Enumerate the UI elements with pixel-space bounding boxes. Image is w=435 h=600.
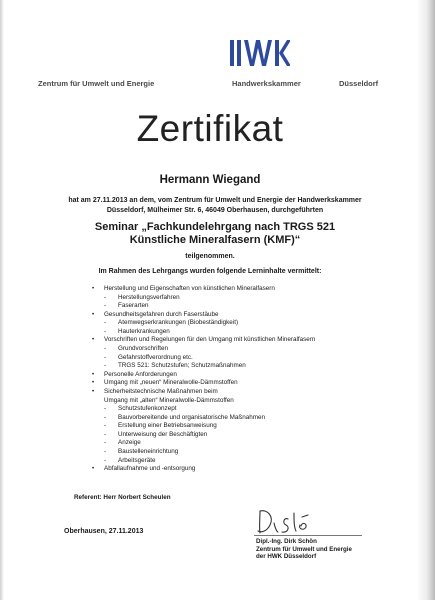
seminar-line: Seminar „Fachkundelehrgang nach TRGS 521 xyxy=(94,221,336,233)
topic-text: Vorschriften und Regelungen für den Umgang mit künstlichen Mineralfasern xyxy=(104,336,316,344)
subtopic-text: Faserarten xyxy=(118,302,149,310)
intro-text xyxy=(40,196,390,216)
dash-marker: - xyxy=(104,430,107,438)
header-city: Düsseldorf xyxy=(339,79,379,88)
subtopic-item xyxy=(92,448,392,457)
subtopic-item xyxy=(92,328,392,337)
subtopic-item xyxy=(92,294,392,303)
dash-marker: - xyxy=(104,293,107,301)
dash-marker: - xyxy=(104,302,107,310)
certificate-title: Zertifikat xyxy=(136,108,284,149)
seminar-title xyxy=(30,221,400,247)
bullet-icon: • xyxy=(92,466,95,473)
dash-marker: - xyxy=(104,456,107,464)
signer-org: Zentrum für Umwelt und Energie xyxy=(256,545,352,553)
topic-text: Sicherheitstechnische Maßnahmen beim xyxy=(104,387,218,395)
bullet-icon: • xyxy=(92,286,95,292)
topic-item xyxy=(92,388,392,397)
topic-text: Herstellung und Eigenschaften von künstlichen Mineralfasern xyxy=(104,285,275,292)
topic-text: Umgang mit „neuen“ Mineralwolle-Dämmstoffen xyxy=(104,379,238,387)
subtopic-item xyxy=(92,362,392,371)
topic-text: Abfallaufnahme und -entsorgung xyxy=(104,465,196,473)
scan-edge-right xyxy=(417,0,435,600)
scan-edge-left xyxy=(0,0,4,600)
subtopic-text: Grundvorschriften xyxy=(118,345,169,353)
signer-block xyxy=(256,538,352,561)
subtopic-text: Anzeige xyxy=(118,439,141,447)
subtopic-item xyxy=(92,345,392,354)
signer-name: Dipl.-Ing. Dirk Schön xyxy=(256,538,317,545)
seminar-line: Künstliche Mineralfasern (KMF)“ xyxy=(129,234,301,246)
intro-line: Düsseldorf, Mülheimer Str. 6, 46049 Oberhausen, durchgeführten xyxy=(106,207,324,214)
subtopic-text: Hauterkrankungen xyxy=(118,327,170,335)
subtopic-text: Schutzstufenkonzept xyxy=(118,405,177,413)
topic-text: Gesundheitsgefahren durch Faserstäube xyxy=(104,310,219,318)
topic-item xyxy=(92,285,392,294)
dash-marker: - xyxy=(104,447,107,455)
signature xyxy=(254,505,334,537)
topic-item xyxy=(92,379,392,388)
dash-marker: - xyxy=(104,327,107,335)
hwk-logo xyxy=(230,40,290,68)
bullet-icon: • xyxy=(92,337,95,344)
topic-text: Personelle Anforderungen xyxy=(104,370,177,378)
subtopic-item xyxy=(92,414,392,423)
bullet-icon: • xyxy=(92,380,95,387)
bullet-icon: • xyxy=(92,388,95,395)
topic-item xyxy=(92,465,392,474)
dash-marker: - xyxy=(104,422,107,430)
subtopic-text: Herstellungsverfahren xyxy=(118,293,180,301)
signer-chamber: der HWK Düsseldorf xyxy=(256,553,317,561)
subtopic-item xyxy=(92,354,392,363)
bullet-icon: • xyxy=(92,371,95,378)
dash-marker: - xyxy=(104,319,107,327)
bullet-icon: • xyxy=(92,311,95,318)
signature-line xyxy=(254,535,362,536)
dash-marker: - xyxy=(104,345,107,353)
subtopic-text: Atemwegserkrankungen (Biobeständigkeit) xyxy=(118,319,239,327)
subtopic-text: Baustelleneinrichtung xyxy=(118,447,179,455)
dash-marker: - xyxy=(104,405,107,413)
topic-item xyxy=(92,311,392,320)
topic-item xyxy=(92,336,392,345)
intro-line: hat am 27.11.2013 an dem, vom Zentrum für Umwelt und Energie der Handwerkskammer xyxy=(68,197,362,204)
subtopic-text: TRGS 521: Schutzstufen; Schutzmaßnahmen xyxy=(118,362,246,370)
subtopic-text: Unterweisung der Beschäftigten xyxy=(118,430,208,438)
participated-text: teilgenommen. xyxy=(185,253,235,260)
learning-goals-heading: Im Rahmen des Lehrgangs wurden folgende Lerninhalte vermittelt: xyxy=(98,268,322,275)
dash-marker: - xyxy=(104,413,107,421)
subtopic-item xyxy=(92,405,392,414)
subtopic-text: Erstellung einer Betriebsanweisung xyxy=(118,422,217,430)
subtopic-item xyxy=(92,422,392,431)
subtopic-text: Bauvorbereitende und organisatorische Maßnahmen xyxy=(118,413,266,421)
topic-item xyxy=(92,371,392,380)
topic-continuation: Umgang mit „alten“ Mineralwolle-Dämmstoffen xyxy=(104,396,234,404)
subtopic-item xyxy=(92,457,392,466)
dash-marker: - xyxy=(104,353,107,361)
subtopic-item xyxy=(92,302,392,311)
dash-marker: - xyxy=(104,362,107,370)
topic-list xyxy=(92,285,392,474)
place-date: Oberhausen, 27.11.2013 xyxy=(64,528,144,535)
subtopic-item xyxy=(92,439,392,448)
subtopic-item xyxy=(92,319,392,328)
subtopic-item xyxy=(92,431,392,440)
referent: Referent: Herr Norbert Scheulen xyxy=(74,494,171,501)
header-org-middle: Handwerkskammer xyxy=(232,79,301,88)
subtopic-text: Gefahrstoffverordnung etc. xyxy=(118,353,193,361)
dash-marker: - xyxy=(104,439,107,447)
header-org-left: Zentrum für Umwelt und Energie xyxy=(38,79,155,88)
recipient-name: Hermann Wiegand xyxy=(159,174,261,186)
subtopic-text: Arbeitsgeräte xyxy=(118,456,156,464)
